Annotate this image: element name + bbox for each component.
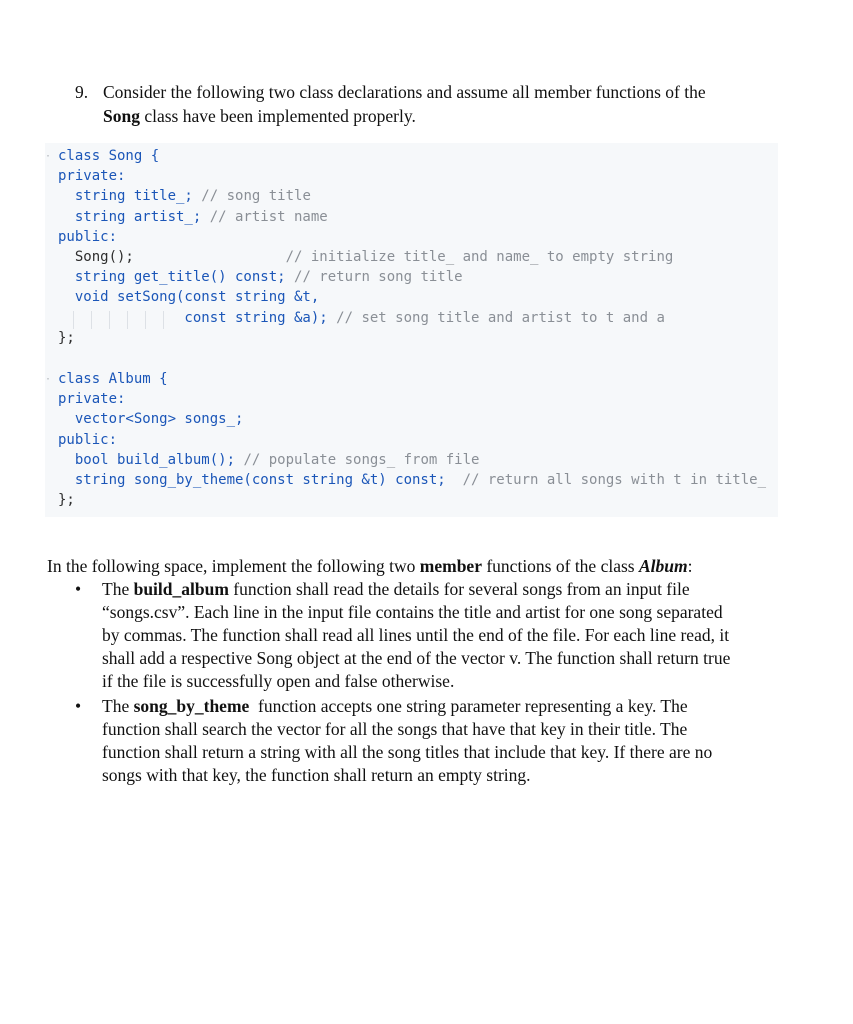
- bullet-line: [102, 647, 767, 670]
- bullet-text: function shall search the vector for all the songs that have that key in their title. The: [102, 719, 688, 739]
- bullet-text: by commas. The function shall read all lines until the end of the file. For each line read, it: [102, 625, 730, 645]
- code-token: bool build_album();: [58, 451, 244, 468]
- bullet-icon: •: [75, 696, 82, 716]
- bullet-line: [102, 578, 767, 601]
- code-comment: // initialize title_ and name_ to empty string: [133, 249, 674, 265]
- code-line: [58, 267, 463, 287]
- fold-marker-icon: ·: [45, 374, 52, 385]
- bullet-text: if the file is successfully open and false otherwise.: [102, 671, 455, 691]
- code-token: class Song {: [58, 148, 160, 164]
- code-token: const string &a);: [58, 309, 337, 326]
- bullet-text: shall add a respective Song object at the end of the vector v. The function shall return true: [102, 648, 731, 668]
- code-line: [58, 470, 766, 490]
- code-token: private:: [58, 168, 126, 185]
- code-token: };: [58, 492, 75, 509]
- bullet-text: songs with that key, the function shall return an empty string.: [102, 765, 531, 785]
- code-token: string get_title() const;: [58, 269, 295, 286]
- code-comment: // return song title: [294, 269, 463, 286]
- bullet-line: [102, 695, 767, 718]
- code-comment: // song title: [201, 188, 311, 205]
- question-number: 9.: [75, 82, 89, 102]
- question-text-tail: class have been implemented properly.: [139, 106, 416, 126]
- intro-colon: :: [687, 556, 693, 576]
- function-name: build_album: [133, 579, 229, 599]
- code-line: [58, 328, 75, 348]
- bullet-line: [102, 741, 767, 764]
- code-line: [58, 490, 75, 510]
- code-line: [58, 166, 125, 186]
- code-comment: // populate songs_ from file: [243, 451, 480, 468]
- bullet-line: [102, 764, 767, 787]
- code-token: vector<Song> songs_;: [58, 411, 244, 428]
- bullet-line: [102, 624, 767, 647]
- code-token: string artist_;: [58, 208, 210, 225]
- code-line: [58, 430, 117, 450]
- intro-class-name: Album: [638, 556, 688, 576]
- bullet-song-by-theme: [75, 695, 767, 787]
- bullet-icon: •: [75, 579, 82, 599]
- code-comment: // return all songs with t in title_: [462, 472, 767, 488]
- code-token: void setSong(const string &t,: [58, 289, 320, 306]
- code-comment: // artist name: [209, 208, 328, 225]
- code-token: private:: [58, 391, 126, 408]
- code-token: Song();: [58, 249, 134, 265]
- bullet-text: function shall return a string with all the song titles that include that key. If there are no: [102, 742, 713, 762]
- bullet-build-album: [75, 578, 767, 693]
- code-line: [58, 308, 665, 328]
- code-line: [58, 247, 673, 267]
- code-line: [58, 287, 319, 307]
- code-token: string song_by_theme(const string &t) const;: [58, 472, 463, 488]
- code-token: public:: [58, 228, 118, 245]
- function-name: song_by_theme: [133, 696, 250, 716]
- code-line: [58, 409, 243, 429]
- question-text-line1: Consider the following two class declarations and assume all member functions of the: [103, 82, 706, 102]
- code-line: [58, 369, 168, 389]
- code-token: };: [58, 329, 75, 346]
- code-comment: // set song title and artist to t and a: [336, 309, 665, 326]
- intro-bold: member: [419, 556, 482, 576]
- fold-marker-icon: ·: [45, 151, 52, 162]
- bullet-text: function accepts one string parameter representing a key. The: [249, 696, 688, 716]
- intro-text-middle: functions of the class: [481, 556, 639, 576]
- code-line: [58, 186, 311, 206]
- instructions-intro: [47, 555, 692, 578]
- bullet-line: [102, 601, 767, 624]
- code-line: [58, 227, 117, 247]
- code-token: string title_;: [58, 188, 202, 205]
- code-block: [45, 143, 778, 517]
- code-line: [58, 389, 125, 409]
- code-line: [58, 450, 479, 470]
- code-line: [58, 207, 328, 227]
- intro-text: In the following space, implement the following two: [47, 556, 420, 576]
- question-text: [103, 80, 763, 128]
- code-line: [58, 146, 159, 166]
- bullet-line: [102, 718, 767, 741]
- bullet-text: function shall read the details for several songs from an input file: [228, 579, 690, 599]
- code-token: public:: [58, 431, 118, 448]
- bullet-text: The: [102, 696, 134, 716]
- bullet-text: “songs.csv”. Each line in the input file contains the title and artist for one song separated: [102, 602, 723, 622]
- bullet-text: The: [102, 579, 134, 599]
- code-token: class Album {: [58, 371, 168, 387]
- question-bold-word: Song: [103, 106, 140, 126]
- bullet-line: [102, 670, 767, 693]
